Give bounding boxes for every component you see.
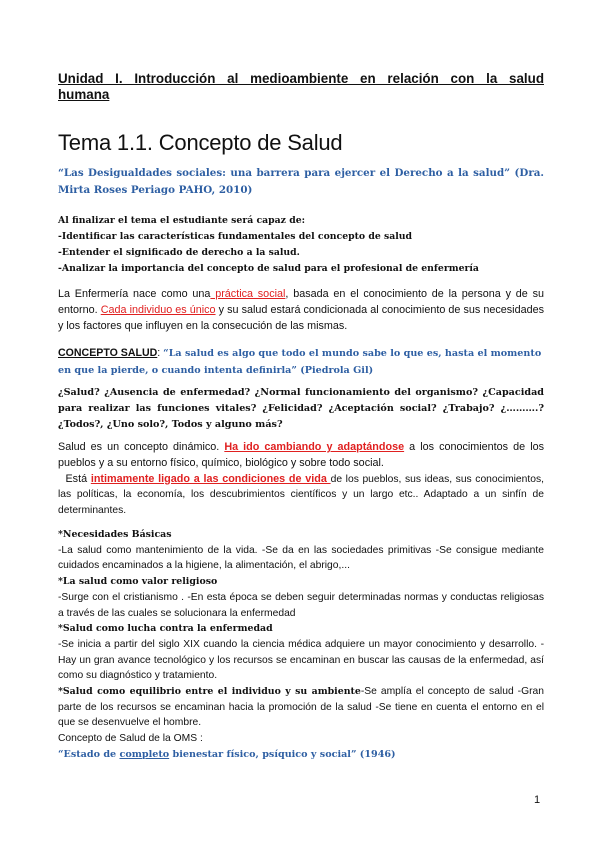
highlight-practica-social: práctica social xyxy=(210,288,286,300)
health-conceptions xyxy=(58,527,544,763)
dinamico-paragraph xyxy=(58,440,544,519)
intro-text: , basada en el conocimiento de la persona y de su entorno. xyxy=(58,288,544,316)
section-heading: *Salud como lucha contra la enfermedad xyxy=(58,623,273,635)
section-text: -Surge con el cristianismo . -En esta época se deben seguir determinadas normas y conductas religiosas a través de las cuales se solucionara la enfermedad xyxy=(58,591,544,619)
section-heading: *Necesidades Básicas xyxy=(58,529,172,540)
intro-text: y su salud estará condicionada al conocimiento de sus necesidades y los factores que influyen en la consecución de las mismas. xyxy=(58,303,544,332)
concepto-quote: “La salud es algo que todo el mundo sabe lo que es, hasta el momento en que la pierde, o cuando intenta definirla” (Piedrola Gil) xyxy=(58,348,542,376)
section-text: -Se inicia a partir del siglo XIX cuando la ciencia médica adquiere un mayor conocimiento y desarrollo. -Hay un gran avance tecnológico y los recursos se encaminan en buscar las causas de la enfermedad, así como su diagnóstico y tratamiento. xyxy=(58,638,544,682)
dinamico-text: Está xyxy=(58,472,91,485)
intro-paragraph xyxy=(58,287,544,334)
section-text: -Se amplía el concepto de salud -Gran parte de los recursos se encaminan hacia la promoción de la salud -Se tiene en cuenta el entorno en el que se desenvuelve el hombre. xyxy=(58,686,544,729)
topic-title: Tema 1.1. Concepto de Salud xyxy=(58,130,343,155)
epigraph-quote: “Las Desigualdades sociales: una barrera para ejercer el Derecho a la salud” (Dra. Mirta Roses Periago PAHO, 2010) xyxy=(58,167,544,196)
dinamico-text: a los conocimientos de los pueblos y a su entorno físico, químico, biológico y sobre todo social. xyxy=(58,441,544,469)
section-text: -La salud como mantenimiento de la vida. -Se da en las sociedades primitivas -Se consigue mediante cuidados encaminados a la higiene, la alimentación, el abrigo,... xyxy=(58,544,544,572)
oms-text: bienestar físico, psíquico y social” (1946) xyxy=(169,748,396,760)
page-number: 1 xyxy=(534,794,541,806)
oms-label: Concepto de Salud de la OMS : xyxy=(58,733,203,745)
concepto-salud xyxy=(58,345,544,379)
objectives-intro: Al finalizar el tema el estudiante será capaz de: xyxy=(58,215,306,226)
section-heading: *Salud como equilibrio entre el individuo y su ambiente xyxy=(58,686,361,698)
unit-title: Unidad I. Introducción al medioambiente en relación con la salud xyxy=(58,71,544,86)
oms-definition xyxy=(58,747,544,763)
objective-item: -Identificar las características fundamentales del concepto de salud xyxy=(58,231,413,242)
dinamico-text: de los pueblos, sus ideas, sus conocimientos, las políticas, la economía, los descubrimientos científicos y un largo etc.. Adaptado a un sinfín de determinantes. xyxy=(58,473,544,517)
oms-text: “Estado de xyxy=(58,748,120,760)
unit-title-line2: humana xyxy=(58,87,110,102)
intro-text: La Enfermería nace como una xyxy=(58,288,211,300)
highlight-condiciones-vida: intimamente ligado a las condiciones de vida xyxy=(90,472,331,485)
objectives-list xyxy=(58,213,479,277)
highlight-individuo-unico: Cada individuo es único xyxy=(100,303,216,316)
oms-underlined: completo xyxy=(119,748,170,760)
objective-item: -Entender el significado de derecho a la salud. xyxy=(58,247,300,258)
objective-item: -Analizar la importancia del concepto de salud para el profesional de enfermería xyxy=(58,263,479,274)
concepto-colon: : xyxy=(157,347,164,359)
questions-paragraph: ¿Salud? ¿Ausencia de enfermedad? ¿Normal funcionamiento del organismo? ¿Capacidad para realizar las funciones vitales? ¿Felicidad? ¿Aceptación social? ¿Trabajo? ¿……….? ¿Todos?, ¿Uno solo?, Todos y alguno más? xyxy=(58,387,544,430)
dinamico-text: Salud es un concepto dinámico. xyxy=(58,441,225,453)
section-heading: *La salud como valor religioso xyxy=(58,576,218,588)
concepto-label: CONCEPTO SALUD xyxy=(58,347,158,359)
highlight-cambiando: Ha ido cambiando y adaptándose xyxy=(224,441,405,453)
